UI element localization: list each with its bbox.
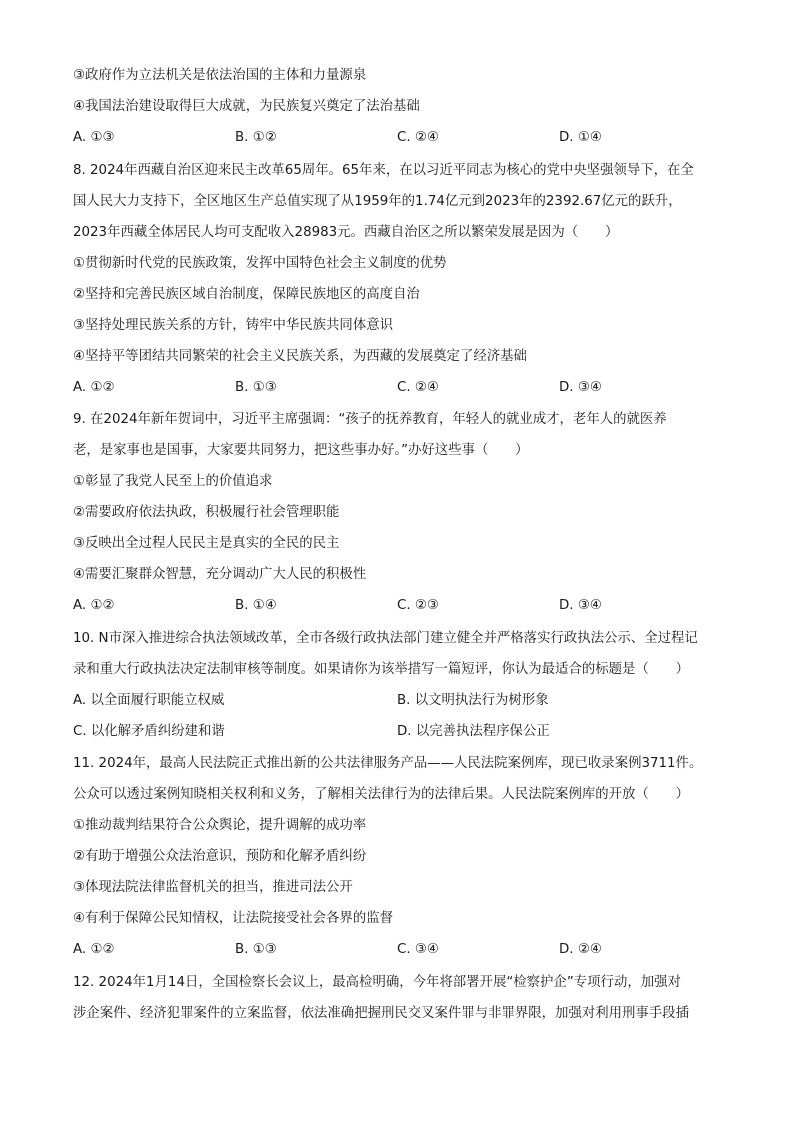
q8-statement-4: ④坚持平等团结共同繁荣的社会主义民族关系，为西藏的发展奠定了经济基础 [73, 349, 527, 364]
q8-stem-line-3: 2023年西藏全体居民人均可支配收入28983元。西藏自治区之所以繁荣发展是因为（ ） [73, 225, 619, 240]
q8-option-d[interactable]: D. ③④ [559, 380, 602, 395]
q8-stem-line-1: 8. 2024年西藏自治区迎来民主改革65周年。65年来，在以习近平同志为核心的党中央坚强领导下，在全 [73, 163, 694, 178]
q7-statement-4: ④我国法治建设取得巨大成就，为民族复兴奠定了法治基础 [73, 99, 420, 114]
q11-option-a[interactable]: A. ①② [73, 942, 115, 957]
q11-statement-4: ④有利于保障公民知情权，让法院接受社会各界的监督 [73, 911, 393, 926]
q7-statement-3: ③政府作为立法机关是依法治国的主体和力量源泉 [73, 68, 367, 83]
q10-option-c[interactable]: C. 以化解矛盾纠纷建和谐 [73, 724, 225, 739]
q10-options-row-1 [73, 692, 733, 710]
q10-option-d[interactable]: D. 以完善执法程序保公正 [397, 724, 550, 739]
q9-option-b[interactable]: B. ①④ [235, 598, 277, 613]
q11-statement-2: ②有助于增强公众法治意识，预防和化解矛盾纠纷 [73, 849, 367, 864]
q7-option-c[interactable]: C. ②④ [397, 130, 439, 145]
q9-statement-4: ④需要汇聚群众智慧，充分调动广大人民的积极性 [73, 567, 367, 582]
q11-option-d[interactable]: D. ②④ [559, 942, 602, 957]
q7-option-a[interactable]: A. ①③ [73, 130, 115, 145]
q10-stem-line-2: 录和重大行政执法决定法制审核等制度。如果请你为该举措写一篇短评，你认为最适合的标题是（ ） [73, 662, 689, 677]
q9-statement-2: ②需要政府依法执政，积极履行社会管理职能 [73, 505, 340, 520]
q10-options-row-2 [73, 723, 733, 741]
q9-option-c[interactable]: C. ②③ [397, 598, 439, 613]
q11-stem-line-2: 公众可以透过案例知晓相关权利和义务，了解相关法律行为的法律后果。人民法院案例库的开放（ ） [73, 787, 689, 802]
q11-statement-1: ①推动裁判结果符合公众舆论，提升调解的成功率 [73, 818, 367, 833]
q9-stem-line-2: 老，是家事也是国事，大家要共同努力，把这些事办好。”办好这些事（ ） [73, 443, 529, 458]
q10-stem-line-1: 10. N市深入推进综合执法领域改革，全市各级行政执法部门建立健全并严格落实行政执法公示、全过程记 [73, 631, 698, 646]
q8-statement-2: ②坚持和完善民族区域自治制度，保障民族地区的高度自治 [73, 287, 420, 302]
q8-option-a[interactable]: A. ①② [73, 380, 115, 395]
q7-option-d[interactable]: D. ①④ [559, 130, 602, 145]
q8-option-c[interactable]: C. ②④ [397, 380, 439, 395]
q11-statement-3: ③体现法院法律监督机关的担当，推进司法公开 [73, 880, 353, 895]
q10-option-b[interactable]: B. 以文明执法行为树形象 [397, 693, 549, 708]
q7-options [73, 129, 733, 147]
q9-statement-1: ①彰显了我党人民至上的价值追求 [73, 474, 273, 489]
q8-options [73, 379, 733, 397]
q8-statement-3: ③坚持处理民族关系的方针，铸牢中华民族共同体意识 [73, 318, 393, 333]
q11-option-c[interactable]: C. ③④ [397, 942, 439, 957]
q11-stem-line-1: 11. 2024年，最高人民法院正式推出新的公共法律服务产品——人民法院案例库，现已收录案例3711件。 [73, 756, 703, 771]
q12-stem-line-1: 12. 2024年1月14日，全国检察长会议上，最高检明确，今年将部署开展“检察护企”专项行动，加强对 [73, 975, 681, 990]
q9-option-a[interactable]: A. ①② [73, 598, 115, 613]
q9-stem-line-1: 9. 在2024年新年贺词中，习近平主席强调：“孩子的抚养教育，年轻人的就业成才，老年人的就医养 [73, 412, 667, 427]
q8-statement-1: ①贯彻新时代党的民族政策，发挥中国特色社会主义制度的优势 [73, 256, 447, 271]
q11-options [73, 941, 733, 959]
q11-option-b[interactable]: B. ①③ [235, 942, 277, 957]
q7-option-b[interactable]: B. ①② [235, 130, 277, 145]
q9-statement-3: ③反映出全过程人民民主是真实的全民的民主 [73, 536, 340, 551]
q9-options [73, 597, 733, 615]
q8-option-b[interactable]: B. ①③ [235, 380, 277, 395]
q10-option-a[interactable]: A. 以全面履行职能立权威 [73, 693, 225, 708]
q12-stem-line-2: 涉企案件、经济犯罪案件的立案监督，依法准确把握刑民交叉案件罪与非罪界限，加强对利用刑事手段插 [73, 1006, 689, 1021]
q8-stem-line-2: 国人民大力支持下，全区地区生产总值实现了从1959年的1.74亿元到2023年的2392.67亿元的跃升， [73, 194, 682, 209]
q9-option-d[interactable]: D. ③④ [559, 598, 602, 613]
